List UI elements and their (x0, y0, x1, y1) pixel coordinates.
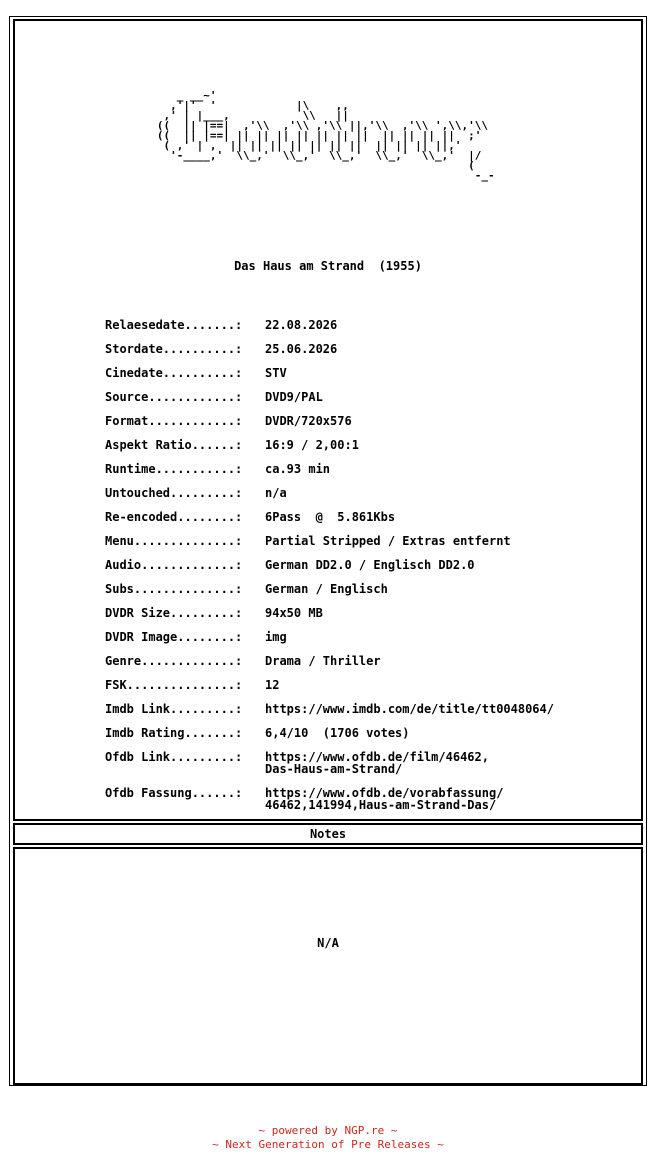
info-key: Ofdb Fassung......: (105, 786, 243, 800)
info-value: Drama / Thriller (265, 654, 381, 668)
info-key: Menu..............: (105, 534, 243, 548)
notes-text: N/A (317, 936, 339, 950)
notes-header: Notes (13, 823, 643, 845)
info-key: Runtime...........: (105, 462, 243, 476)
info-value: German DD2.0 / Englisch DD2.0 (265, 558, 475, 572)
info-row (105, 343, 337, 355)
info-row (105, 787, 503, 811)
info-row (105, 319, 337, 331)
info-value: DVD9/PAL (265, 390, 323, 404)
nfo-panel (13, 19, 643, 821)
info-value: n/a (265, 486, 287, 500)
notes-panel (13, 847, 643, 1085)
info-key: Relaesedate.......: (105, 318, 243, 332)
info-row (105, 439, 359, 451)
info-value: https://www.ofdb.de/vorabfassung/ 46462,141994,Haus-am-Strand-Das/ (265, 786, 504, 812)
info-value: 12 (265, 678, 280, 692)
info-row (105, 583, 388, 595)
info-key: Format............: (105, 414, 243, 428)
info-row (105, 463, 330, 475)
info-value: 6,4/10 (1706 votes) (265, 726, 410, 740)
info-value: DVDR/720x576 (265, 414, 352, 428)
info-value: https://www.imdb.com/de/title/tt0048064/ (265, 702, 554, 716)
info-key: Imdb Rating.......: (105, 726, 243, 740)
info-key: DVDR Image........: (105, 630, 243, 644)
info-value: img (265, 630, 287, 644)
info-row (105, 511, 395, 523)
info-value: ca.93 min (265, 462, 331, 476)
info-key: Imdb Link.........: (105, 702, 243, 716)
info-key: DVDR Size.........: (105, 606, 243, 620)
info-value: STV (265, 366, 287, 380)
info-row (105, 391, 323, 403)
info-key: Untouched.........: (105, 486, 243, 500)
info-key: Audio.............: (105, 558, 243, 572)
info-row (105, 367, 287, 379)
info-key: Source............: (105, 390, 243, 404)
info-row (105, 631, 287, 643)
info-value: 6Pass @ 5.861Kbs (265, 510, 396, 524)
info-row (105, 703, 554, 715)
info-row (105, 607, 323, 619)
info-value: 94x50 MB (265, 606, 323, 620)
info-key: Genre.............: (105, 654, 243, 668)
info-row (105, 535, 511, 547)
info-row (105, 559, 475, 571)
info-key: Subs..............: (105, 582, 243, 596)
info-value: German / Englisch (265, 582, 388, 596)
info-value: 22.08.2026 (265, 318, 338, 332)
info-row (105, 655, 381, 667)
info-key: FSK...............: (105, 678, 243, 692)
info-value: Partial Stripped / Extras entfernt (265, 534, 511, 548)
release-title: Das Haus am Strand (1955) (234, 259, 422, 273)
info-value: 25.06.2026 (265, 342, 338, 356)
info-row (105, 487, 287, 499)
info-row (105, 415, 352, 427)
info-key: Cinedate..........: (105, 366, 243, 380)
info-key: Ofdb Link.........: (105, 750, 243, 764)
info-value: https://www.ofdb.de/film/46462, Das-Haus-am-Strand/ (265, 750, 489, 776)
info-key: Aspekt Ratio......: (105, 438, 243, 452)
info-key: Stordate..........: (105, 342, 243, 356)
info-row (105, 727, 410, 739)
footer-tagline: ~ Next Generation of Pre Releases ~ (212, 1138, 444, 1151)
info-row (105, 751, 489, 775)
ascii-logo: _ __~' ,'|' ' |\ ,, ,' | |___, \\ || (( || |==| ,'\\ ,'\\ ,'\\ ||,'\\ ,'\\ ',\\,'\\ (( || |==| || || || || || || || || || || || ;' ( ,' | , || || || || || || || || || || ||,' '-____,' \\_,' \\_,' \\_,' \\_,' \\_,' |/ ( -_- (156, 89, 495, 182)
info-key: Re-encoded........: (105, 510, 243, 524)
info-row (105, 679, 279, 691)
info-value: 16:9 / 2,00:1 (265, 438, 359, 452)
footer-powered-by: ~ powered by NGP.re ~ (258, 1124, 398, 1137)
